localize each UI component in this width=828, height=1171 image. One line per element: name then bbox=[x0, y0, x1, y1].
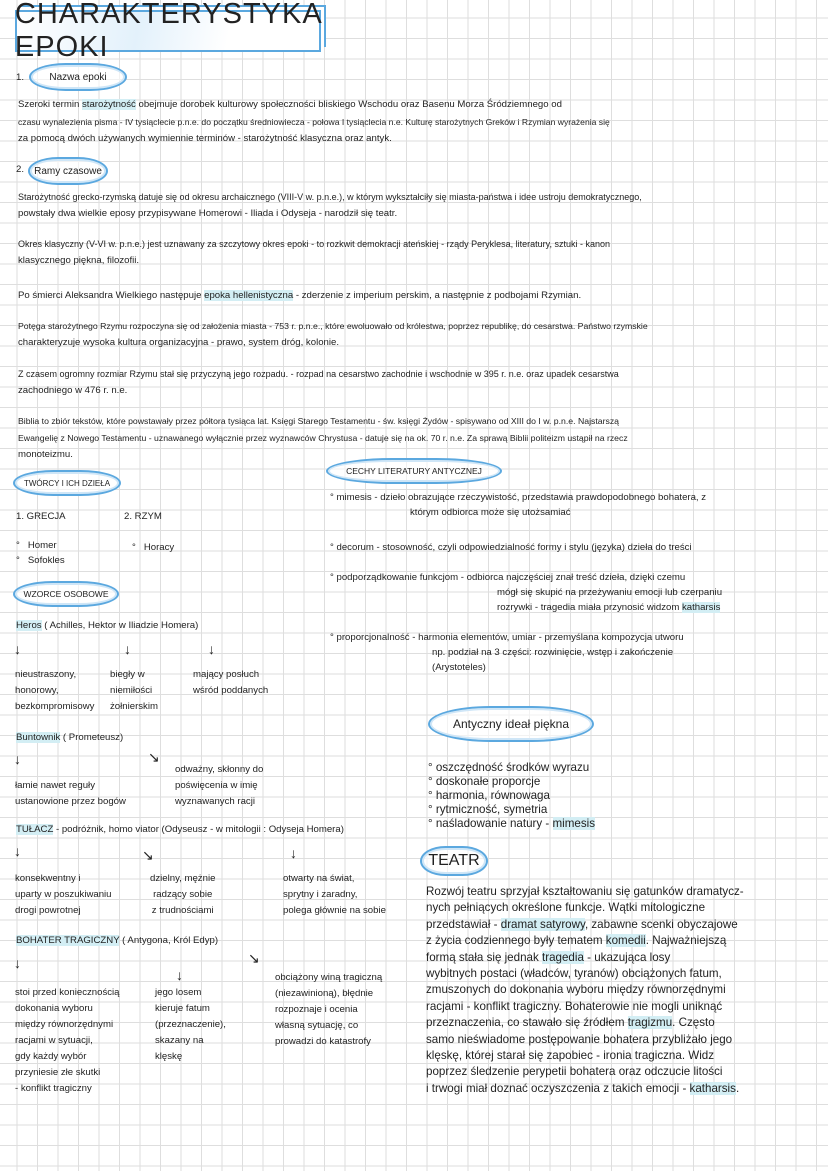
text-line: charakteryzuje wysoka kultura organizacyjna - prawo, system dróg, kolonie. bbox=[18, 337, 340, 348]
trait-column: biegły w niemiłości żołnierskim bbox=[110, 669, 158, 712]
teatr-paragraph: Rozwój teatru sprzyjał kształtowaniu się gatunków dramatycz- nych pełniących określone funkcje. Wątki mitologiczne przedstawiał - dramat satyrowy, zabawne scenki obyczajowe z życia codziennego były tematem komedii. Najważniejszą formą stała się jednak tragedia - ukazująca losy wybitnych postaci (władców, tyranów) obciążonych fatum, zmuszonych do dokonania wyboru między równorzędnymi racjami - konflikt tragiczny. Bohaterowie nie mogli uniknąć przeznaczenia, co stawało się źródłem tragizmu. Często samo nieświadome postępowanie bohatera przybliżało jego klęskę, której starał się zapobiec - ironia tragiczna. Widz poprzez śledzenie perypetii bohatera oraz odczucie litości i trwogi miał doznać oczyszczenia z takich emocji - katharsis. bbox=[426, 885, 744, 1095]
section-number: 2. bbox=[16, 164, 25, 175]
feature-item-cont: (Arystoteles) bbox=[432, 662, 486, 673]
text-line: za pomocą dwóch używanych wymiennie terminów - starożytność klasyczna oraz antyk. bbox=[18, 133, 392, 144]
trait-column: otwarty na świat, sprytny i zaradny, polega głównie na sobie bbox=[283, 873, 386, 916]
ideal-list bbox=[428, 761, 595, 831]
feature-item: ° podporządkowanie funkcjom - odbiorca najczęściej znał treść dzieła, dzięki czemu bbox=[330, 572, 686, 583]
section-heading-wzorce: WZORCE OSOBOWE bbox=[13, 581, 119, 607]
text-line: Potęga starożytnego Rzymu rozpoczyna się od założenia miasta - 753 r. p.n.e., które ewoluowało od królestwa, poprzez republikę, do cesarstwa. Państwo rzymskie bbox=[18, 321, 648, 331]
hero-type: Buntownik ( Prometeusz) bbox=[16, 732, 124, 743]
feature-item: ° mimesis - dzieło obrazujące rzeczywistość, przedstawia prawdopodobnego bohatera, z bbox=[330, 492, 707, 503]
arrow-diagonal-icon: ↘ bbox=[248, 950, 260, 966]
text-line: Okres klasyczny (V-VI w. p.n.e.) jest uznawany za szczytowy okres epoki - to rozkwit demokracji ateńskiej - rządy Peryklesa, literatury, sztuki - kanon bbox=[18, 239, 611, 249]
list-item: ° Horacy bbox=[132, 542, 175, 553]
subheading-grecja: 1. GRECJA bbox=[16, 511, 66, 522]
arrow-diagonal-icon: ↘ bbox=[148, 749, 160, 765]
feature-item-cont: mógł się skupić na przeżywaniu emocji lub czerpaniu bbox=[497, 587, 723, 598]
arrow-down-icon: ↓ bbox=[290, 845, 297, 861]
feature-item: ° decorum - stosowność, czyli odpowiedzialność formy i stylu (języka) dzieła do treści bbox=[330, 542, 692, 553]
arrow-down-icon: ↓ bbox=[208, 641, 215, 657]
list-item: ° Sofokles bbox=[16, 555, 65, 566]
text-line: powstały dwa wielkie eposy przypisywane Homerowi - Iliada i Odyseja - narodził się teatr. bbox=[18, 208, 398, 219]
list-item: ° Homer bbox=[16, 540, 57, 551]
hero-type: BOHATER TRAGICZNY ( Antygona, Król Edyp) bbox=[16, 935, 219, 946]
section-heading-ramy: Ramy czasowe bbox=[28, 157, 108, 185]
trait-column: jego losem kieruje fatum (przeznaczenie), skazany na klęskę bbox=[155, 987, 226, 1062]
text-line: klasycznego piękna, filozofii. bbox=[18, 255, 140, 266]
text-line: Ewangelię z Nowego Testamentu - uznawanego wyłącznie przez wyznawców Chrystusa - datuje się na ok. 70 r. n.e. Za sprawą Biblii politeizm ustąpił na rzecz bbox=[18, 433, 628, 443]
subheading-rzym: 2. RZYM bbox=[124, 511, 162, 522]
trait-column: dzielny, mężnie radzący sobie z trudnościami bbox=[150, 873, 216, 916]
section-number: 1. bbox=[16, 72, 25, 83]
list-item: ° naśladowanie natury - mimesis bbox=[428, 817, 596, 830]
section-heading-nazwa: Nazwa epoki bbox=[29, 63, 127, 91]
text-line: czasu wynalezienia pisma - IV tysiąclecie p.n.e. do początku średniowiecza - połowa I tysiąclecia n.e. Kulturę starożytnych Greków i Rzymian wyrażenia się bbox=[18, 117, 610, 127]
feature-item-cont: rozrywki - tragedia miała przynosić widzom katharsis bbox=[497, 602, 721, 613]
arrow-diagonal-icon: ↘ bbox=[142, 847, 154, 863]
feature-item-cont: którym odbiorca może się utożsamiać bbox=[410, 507, 571, 518]
trait-column: stoi przed koniecznością dokonania wyboru między równorzędnymi racjami w sytuacji, gdy każdy wybór przyniesie złe skutki - konflikt tragiczny bbox=[15, 987, 120, 1094]
trait-column: nieustraszony, honorowy, bezkompromisowy bbox=[15, 669, 95, 712]
text-line: Szeroki termin starożytność obejmuje dorobek kulturowy społeczności bliskiego Wschodu oraz Basenu Morza Śródziemnego od bbox=[18, 99, 562, 110]
trait-column: łamie nawet reguły ustanowione przez bogów bbox=[15, 780, 126, 807]
trait-column: mający posłuch wśród poddanych bbox=[193, 669, 269, 696]
text-line: monoteizmu. bbox=[18, 449, 73, 460]
hero-type: TUŁACZ - podróżnik, homo viator (Odyseusz - w mitologii : Odyseja Homera) bbox=[16, 824, 344, 835]
section-heading-ideal: Antyczny ideał piękna bbox=[428, 706, 594, 742]
hero-type: Heros ( Achilles, Hektor w Iliadzie Homera) bbox=[16, 620, 199, 631]
arrow-down-icon: ↓ bbox=[176, 967, 183, 983]
feature-item-cont: np. podział na 3 części: rozwinięcie, wstęp i zakończenie bbox=[432, 647, 674, 658]
list-item: ° harmonia, równowaga bbox=[428, 789, 550, 802]
text-line: zachodniego w 476 r. n.e. bbox=[18, 385, 128, 396]
trait-column: odważny, skłonny do poświęcenia w imię wyznawanych racji bbox=[175, 764, 264, 807]
section-heading-teatr: TEATR bbox=[420, 846, 488, 876]
section-heading-cechy: CECHY LITERATURY ANTYCZNEJ bbox=[326, 458, 502, 484]
arrow-down-icon: ↓ bbox=[124, 641, 131, 657]
list-item: ° oszczędność środków wyrazu bbox=[428, 761, 590, 774]
section-heading-tworcy: TWÓRCY I ICH DZIEŁA bbox=[13, 470, 121, 496]
arrow-down-icon: ↓ bbox=[14, 751, 21, 767]
text-line: Z czasem ogromny rozmiar Rzymu stał się przyczyną jego rozpadu. - rozpad na cesarstwo zachodnie i wschodnie w 395 r. n.e. oraz upadek cesarstwa bbox=[18, 369, 619, 379]
text-line: Starożytność grecko-rzymską datuje się od okresu archaicznego (VIII-V w. p.n.e.), w którym wykształciły się miasta-państwa i idee ustroju demokratycznego, bbox=[18, 192, 642, 202]
arrow-down-icon: ↓ bbox=[14, 641, 21, 657]
list-item: ° doskonałe proporcje bbox=[428, 775, 541, 788]
text-line: Biblia to zbiór tekstów, które powstawały przez półtora tysiąca lat. Księgi Starego Testamentu - św. księgi Żydów - spisywano od XIII do I w. p.n.e. Najstarszą bbox=[18, 416, 619, 426]
trait-column: konsekwentny i uparty w poszukiwaniu drogi powrotnej bbox=[15, 873, 112, 916]
trait-column: obciążony winą tragiczną (niezawinioną), błędnie rozpoznaje i ocenia własną sytuację, co prowadzi do katastrofy bbox=[275, 972, 383, 1047]
page-title: CHARAKTERYSTYKA EPOKI bbox=[14, 0, 323, 63]
feature-item: ° proporcjonalność - harmonia elementów, umiar - przemyślana kompozycja utworu bbox=[330, 632, 684, 643]
arrow-down-icon: ↓ bbox=[14, 955, 21, 971]
text-line: Po śmierci Aleksandra Wielkiego następuje epoka hellenistyczna - zderzenie z imperium perskim, a następnie z podbojami Rzymian. bbox=[18, 290, 582, 301]
arrow-down-icon: ↓ bbox=[14, 843, 21, 859]
list-item: ° rytmiczność, symetria bbox=[428, 803, 548, 816]
